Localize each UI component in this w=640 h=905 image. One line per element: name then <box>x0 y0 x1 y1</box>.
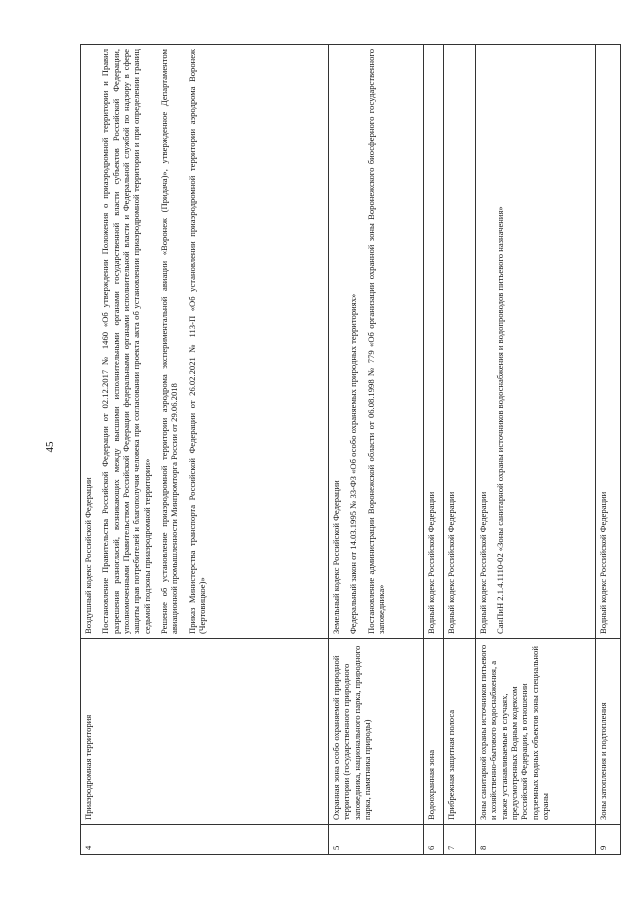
zone-name: Зоны затопления и подтопления <box>596 639 621 825</box>
zone-name: Прибрежная защитная полоса <box>444 639 476 825</box>
zone-name: Приаэродромная территория <box>81 639 329 825</box>
legal-document: Водный кодекс Российской Федерации <box>478 491 488 634</box>
legal-document: СанПиН 2.1.4.1110-02 «Зоны санитарной охраны источников водоснабжения и водопроводов питьевого назначения» <box>495 206 506 634</box>
table-row <box>596 45 621 855</box>
table-row <box>81 45 329 855</box>
rotated-page-content <box>80 45 620 855</box>
legal-document: Воздушный кодекс Российской Федерации <box>83 477 93 634</box>
row-number: 8 <box>476 825 596 855</box>
legal-document: Водный кодекс Российской Федерации <box>426 491 436 634</box>
page-number: 45 <box>44 441 56 453</box>
legal-document: Решение об установление приаэродромной территории аэродрома экспериментальной авиации «Воронеж (Придача)», утвержденное Департаментом авиационной промышленности Минпромторга России от 29.06.2018 <box>158 49 180 634</box>
legal-document: Водный кодекс Российской Федерации <box>598 491 608 634</box>
row-number: 4 <box>81 825 329 855</box>
table-row <box>444 45 476 855</box>
legal-documents <box>424 45 444 639</box>
legal-document: Постановление администрации Воронежской области от 06.08.1998 № 779 «Об организации охранной зоны Воронежского биосферного государственного заповедника» <box>365 49 386 634</box>
legal-documents <box>329 45 424 639</box>
legal-documents <box>596 45 621 639</box>
legal-document: Федеральный закон от 14.03.1995 № 33-ФЗ «Об особо охраняемых природных территориях» <box>348 293 359 634</box>
zone-name: Охранная зона особо охраняемой природной территории (государственного природного заповедника, национального парка, природного парка, памятника природы) <box>329 639 424 825</box>
zones-legal-basis-table <box>80 44 621 855</box>
legal-document: Постановление Правительства Российской Федерации от 02.12.2017 № 1460 «Об утверждении Положения о приаэродромной территории и Правил разрешения разногласий, возникающих между высшими исполнительными органами государственной власти субъектов Российской Федерации, уполномоченными Правительством Российской Федерации федеральными органами исполнительной власти и Федеральной службой по надзору в сфере защиты прав потребителей и благополучия человека при согласовании проекта акта об установлении приаэродромной территории и при определении границ седьмой подзоны приаэродромной территории» <box>100 49 152 634</box>
table-row <box>476 45 596 855</box>
legal-document: Водный кодекс Российской Федерации <box>446 491 456 634</box>
legal-document: Земельный кодекс Российской Федерации <box>331 480 341 634</box>
legal-document: Приказ Министерства транспорта Российской Федерации от 26.02.2021 № 113-П «Об установлении приаэродромной территории аэродрома Воронеж (Чертовицкое)» <box>186 49 207 634</box>
zone-name: Водоохранная зона <box>424 639 444 825</box>
table-row <box>424 45 444 855</box>
legal-documents <box>81 45 329 639</box>
row-number: 5 <box>329 825 424 855</box>
row-number: 6 <box>424 825 444 855</box>
legal-documents <box>444 45 476 639</box>
row-number: 9 <box>596 825 621 855</box>
table-row <box>329 45 424 855</box>
row-number: 7 <box>444 825 476 855</box>
legal-documents <box>476 45 596 639</box>
zone-name: Зоны санитарной охраны источников питьевого и хозяйственно-бытового водоснабжения, а также устанавливаемые в случаях, предусмотренных Водным кодексом Российской Федерации, в отношении подземных водных объектов зоны специальной охраны <box>476 639 596 825</box>
